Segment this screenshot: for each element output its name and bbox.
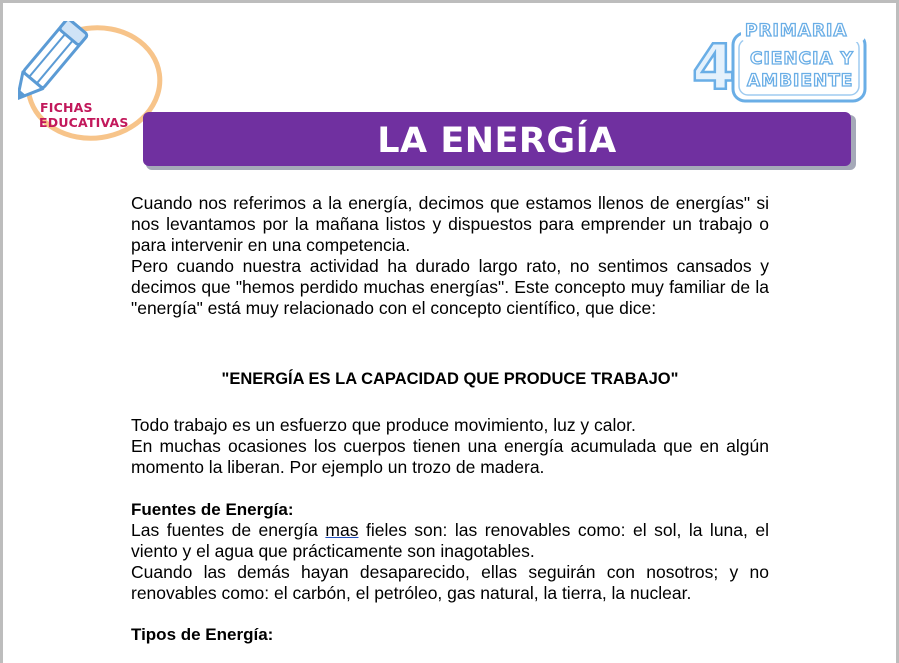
grade-subject-badge (689, 21, 869, 111)
work-paragraph-2: En muchas ocasiones los cuerpos tienen una energía acumulada que en algún momento la liberan. Por ejemplo un trozo de madera. (131, 436, 769, 477)
logo-line-1: FICHAS (40, 100, 93, 115)
sources-heading: Fuentes de Energía: (131, 500, 294, 519)
sources-paragraph-1 (131, 520, 769, 562)
intro-paragraph-1: Cuando nos referimos a la energía, decimos que estamos llenos de energías" si nos levantamos por la mañana listos y dispuestos para emprender un trabajo o para intervenir en una competencia. (131, 193, 769, 255)
document-page (3, 3, 896, 663)
grade-number: 4 (692, 31, 736, 104)
types-heading: Tipos de Energía: (131, 625, 274, 644)
subject-line-2: AMBIENTE (747, 71, 854, 91)
sources-text-start: Las fuentes de energía (131, 520, 326, 540)
page-title: LA ENERGÍA (377, 121, 617, 161)
work-section (131, 415, 769, 478)
energy-definition: "ENERGÍA ES LA CAPACIDAD QUE PRODUCE TRABAJO" (221, 370, 679, 388)
sources-paragraph-2: Cuando las demás hayan desaparecido, ellas seguirán con nosotros; y no renovables como: el carbón, el petróleo, gas natural, la tierra, la nuclear. (131, 562, 769, 603)
title-banner (143, 112, 851, 166)
intro-paragraph-2: Pero cuando nuestra actividad ha durado largo rato, no sentimos cansados y decimos que "hemos perdido muchas energías". Este concepto muy familiar de la "energía" está muy relacionado con el concepto científico, que dice: (131, 256, 769, 318)
sources-text-end: fieles son: las renovables como: el sol, la luna, el viento y el agua que prácticamente son inagotables. (131, 520, 769, 561)
level-label: PRIMARIA (745, 21, 848, 41)
subject-line-1: CIENCIA Y (750, 49, 854, 69)
sources-section (131, 499, 769, 604)
document-body (131, 193, 769, 645)
logo-line-2: EDUCATIVAS (39, 115, 129, 130)
spelling-flagged-word[interactable]: mas (325, 520, 359, 540)
work-paragraph-1: Todo trabajo es un esfuerzo que produce movimiento, luz y calor. (131, 415, 636, 435)
types-section (131, 624, 769, 645)
